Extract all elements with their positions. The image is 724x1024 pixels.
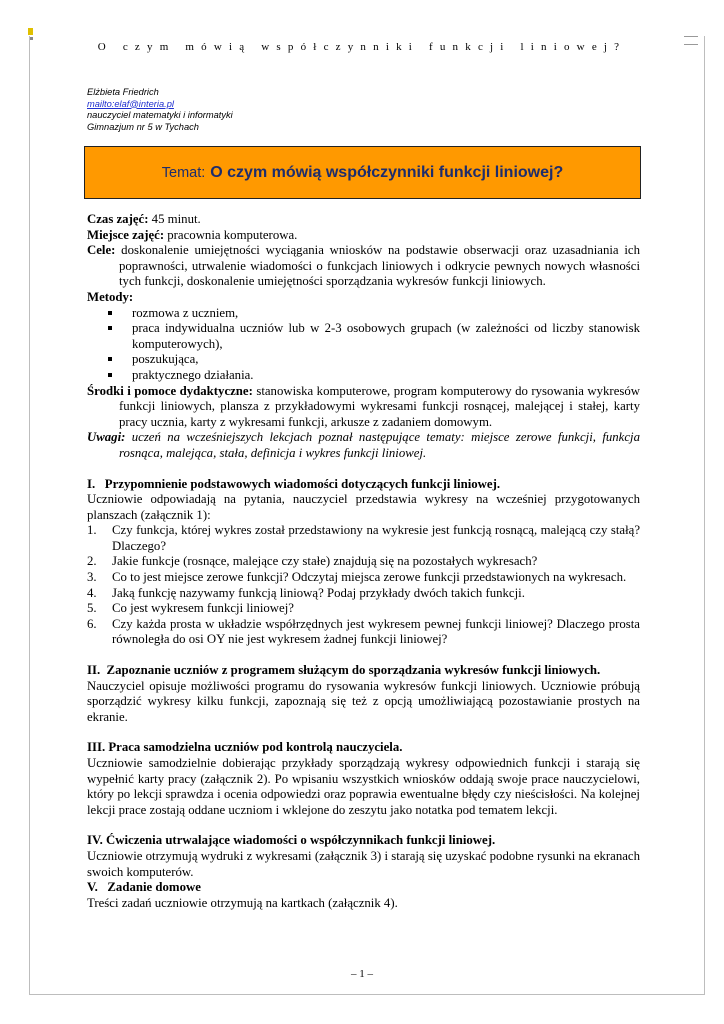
section-text-5: Treści zadań uczniowie otrzymują na kartkach (załącznik 4). xyxy=(87,895,398,910)
list-item: rozmowa z uczniem, xyxy=(87,306,640,322)
section-text-1: Uczniowie odpowiadają na pytania, nauczyciel przedstawia wykresy na wcześniej przygotowanych planszach (załącznik 1): xyxy=(87,492,640,522)
topic-box xyxy=(84,146,641,199)
anchor-dot-icon xyxy=(30,37,33,40)
list-item: 5. Co jest wykresem funkcji liniowej? xyxy=(87,601,294,616)
page-number: – 1 – xyxy=(351,968,373,980)
list-item: 2. Jakie funkcje (rosnące, malejące czy stałe) znajdują się na pozostałych wykresach? xyxy=(87,554,538,569)
topic-title: O czym mówią współczynniki funkcji liniowej? xyxy=(210,163,564,181)
topic-prefix: Temat: xyxy=(161,164,206,181)
list-item: praktycznego działania. xyxy=(87,368,640,384)
bullet-icon xyxy=(108,373,112,377)
methods-list xyxy=(87,306,640,384)
section-text-4: Uczniowie otrzymują wydruki z wykresami (załącznik 3) i starają się uzyskać podobne rysunki na ekranach swoich komputerów. xyxy=(87,848,640,879)
section-heading-2: II. Zapoznanie uczniów z programem służącym do sporządzania wykresów funkcji liniowych. xyxy=(87,663,601,678)
place-line: Miejsce zajęć: pracownia komputerowa. xyxy=(87,227,298,242)
resources-line: Środki i pomoce dydaktyczne: stanowiska komputerowe, program komputerowy do rysowania wykresów funkcji liniowych, plansza z przykładowymi wykresami funkcji rosnącej, malejącej i stałej, karty pracy ucznia, karty z wykresami funkcji, arkusze z zadaniem domowym. xyxy=(87,383,640,429)
section-text-2: Nauczyciel opisuje możliwości programu do rysowania wykresów funkcji liniowych. Uczniowie próbują sporządzić wykresy kilku funkcji, zapoznają się też z opcją umożliwiającą pozostawianie prostych na ekranie. xyxy=(87,678,640,724)
author-email-link[interactable]: mailto:elaf@interia.pl xyxy=(87,98,174,109)
notes-line: Uwagi: uczeń na wcześniejszych lekcjach poznał następujące tematy: miejsce zerowe funkcji, funkcja rosnąca, malejąca, stała, definicja i wykres funkcji liniowej. xyxy=(87,430,640,460)
list-item: 6. Czy każda prosta w układzie współrzędnych jest wykresem pewnej funkcji liniowej? Dlaczego prosta równoległa do osi OY nie jest wykresem żadnej funkcji liniowej? xyxy=(87,616,640,647)
author-name: Elżbieta Friedrich xyxy=(87,87,159,97)
goals-line: Cele: doskonalenie umiejętności wyciągania wniosków na podstawie obserwacji oraz uzasadniania ich poprawności, utrwalenie wiadomości o funkcjach liniowych i odkrycie pewnych nowych własności tych funkcji, doskonalenie umiejętności sporządzania wykresów funkcji liniowych. xyxy=(87,243,640,289)
running-header: O czym mówią współczynniki funkcji liniowej? xyxy=(97,41,627,53)
questions-list xyxy=(87,523,640,648)
methods-label: Metody: xyxy=(87,289,134,304)
time-line: Czas zajęć: 45 minut. xyxy=(87,212,201,226)
bullet-icon xyxy=(108,357,112,361)
section-heading-5: V. Zadanie domowe xyxy=(87,880,201,895)
section-text-3: Uczniowie samodzielnie dobierając przykłady sporządzają wykresy odpowiednich funkcji i starają się wypełnić karty pracy (załącznik 2). Po wpisaniu wszystkich wniosków oddają swoje prace nauczycielowi, który po lekcji sprawdza i ocenia odpowiedzi oraz poprawia ewentualne błędy czy nieścisłości. Na kolejnej lekcji prace zostają oddane uczniom i wklejone do zeszytu jako notatka pod tematem lekcji. xyxy=(87,756,640,817)
list-item: 3. Co to jest miejsce zerowe funkcji? Odczytaj miejsca zerowe funkcji przedstawionych na wykresach. xyxy=(87,570,627,585)
list-item: poszukująca, xyxy=(87,352,640,368)
list-item: 4. Jaką funkcję nazywamy funkcją liniową? Podaj przykłady dwóch takich funkcji. xyxy=(87,585,525,600)
author-role: nauczyciel matematyki i informatyki xyxy=(87,110,233,120)
bullet-icon xyxy=(108,326,112,330)
bullet-icon xyxy=(108,311,112,315)
list-item: 1. Czy funkcja, której wykres został przedstawiony na wykresie jest funkcją rosnącą, malejącą czy stałą? Dlaczego? xyxy=(87,523,640,553)
section-heading-4: IV. Ćwiczenia utrwalające wiadomości o współczynnikach funkcji liniowej. xyxy=(87,833,496,848)
section-heading-3: III. Praca samodzielna uczniów pod kontrolą nauczyciela. xyxy=(87,740,403,755)
list-item: praca indywidualna uczniów lub w 2-3 osobowych grupach (w zależności od liczby stanowisk komputerowych), xyxy=(87,321,640,352)
author-block xyxy=(87,87,233,133)
section-heading-1: I. Przypomnienie podstawowych wiadomości dotyczących funkcji liniowej. xyxy=(87,476,501,491)
anchor-marker-icon xyxy=(28,28,33,35)
author-school: Gimnazjum nr 5 w Tychach xyxy=(87,121,199,132)
lesson-content xyxy=(87,212,640,911)
